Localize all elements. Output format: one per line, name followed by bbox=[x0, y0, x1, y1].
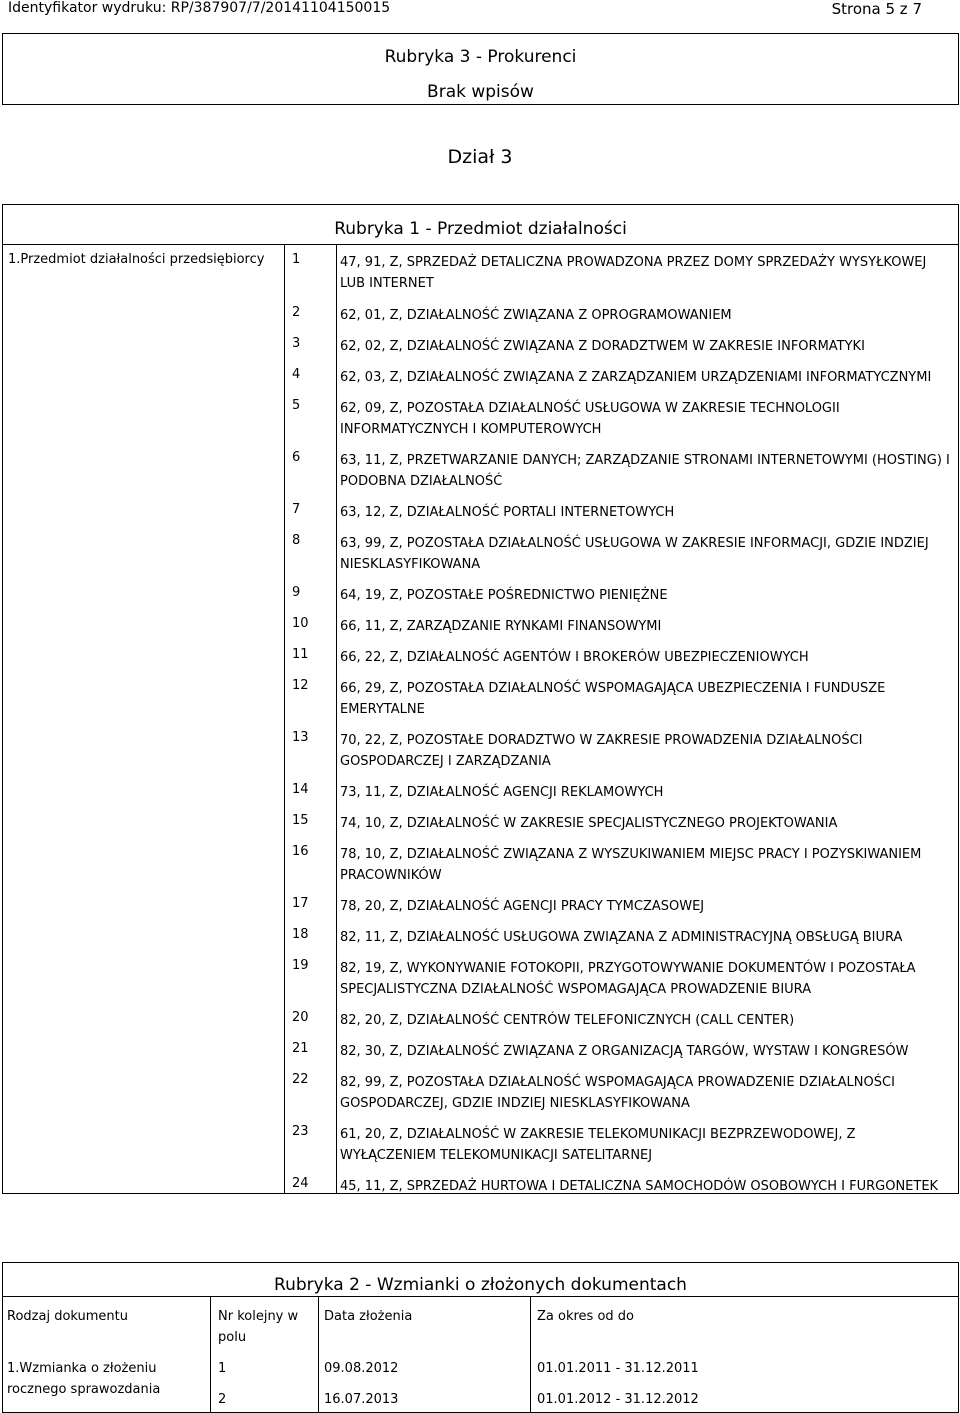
list-item-number: 9 bbox=[292, 585, 301, 600]
list-item-number: 6 bbox=[292, 450, 301, 465]
list-item-number: 13 bbox=[292, 730, 309, 745]
list-item-number: 21 bbox=[292, 1041, 309, 1056]
list-item-text: 66, 22, Z, DZIAŁALNOŚĆ AGENTÓW I BROKERÓW UBEZPIECZENIOWYCH bbox=[340, 650, 809, 665]
list-item-number: 18 bbox=[292, 927, 309, 942]
prokurenci-title: Rubryka 3 - Prokurenci bbox=[384, 47, 577, 67]
list-item-text: 82, 11, Z, DZIAŁALNOŚĆ USŁUGOWA ZWIĄZANA Z ADMINISTRACYJNĄ OBSŁUGĄ BIURA bbox=[340, 930, 903, 945]
wzmianki-row-date: 16.07.2013 bbox=[324, 1392, 399, 1407]
list-item-text: 62, 02, Z, DZIAŁALNOŚĆ ZWIĄZANA Z DORADZTWEM W ZAKRESIE INFORMATYKI bbox=[340, 339, 865, 354]
prokurenci-empty: Brak wpisów bbox=[427, 82, 534, 102]
list-item-text: 82, 20, Z, DZIAŁALNOŚĆ CENTRÓW TELEFONICZNYCH (CALL CENTER) bbox=[340, 1013, 795, 1028]
list-item-text: 47, 91, Z, SPRZEDAŻ DETALICZNA PROWADZONA PRZEZ DOMY SPRZEDAŻY WYSYŁKOWEJ LUB INTERNET bbox=[340, 255, 927, 291]
prokurenci-section bbox=[2, 33, 959, 105]
print-identifier: Identyfikator wydruku: RP/387907/7/20141104150015 bbox=[8, 0, 391, 16]
wzmianki-col-divider-2 bbox=[318, 1296, 319, 1413]
list-item-number: 4 bbox=[292, 367, 301, 382]
przedmiot-col-divider-1 bbox=[284, 244, 285, 1194]
wzmianki-row-date: 09.08.2012 bbox=[324, 1361, 399, 1376]
wzmianki-col-divider-3 bbox=[530, 1296, 531, 1413]
list-item-text: 63, 99, Z, POZOSTAŁA DZIAŁALNOŚĆ USŁUGOWA W ZAKRESIE INFORMACJI, GDZIE INDZIEJ NIESKLASYFIKOWANA bbox=[340, 536, 929, 572]
list-item-text: 78, 20, Z, DZIAŁALNOŚĆ AGENCJI PRACY TYMCZASOWEJ bbox=[340, 899, 705, 914]
list-item-text: 82, 99, Z, POZOSTAŁA DZIAŁALNOŚĆ WSPOMAGAJĄCA PROWADZENIE DZIAŁALNOŚCI GOSPODARCZEJ, GDZIE INDZIEJ NIESKLASYFIKOWANA bbox=[340, 1075, 895, 1111]
list-item-text: 61, 20, Z, DZIAŁALNOŚĆ W ZAKRESIE TELEKOMUNIKACJI BEZPRZEWODOWEJ, Z WYŁĄCZENIEM TELEKOMUNIKACJI SATELITARNEJ bbox=[340, 1127, 856, 1163]
wzmianki-doc-type: 1.Wzmianka o złożeniu rocznego sprawozdania bbox=[7, 1361, 161, 1397]
wzmianki-title: Rubryka 2 - Wzmianki o złożonych dokumentach bbox=[274, 1275, 687, 1295]
list-item-text: 63, 12, Z, DZIAŁALNOŚĆ PORTALI INTERNETOWYCH bbox=[340, 505, 675, 520]
list-item-number: 22 bbox=[292, 1072, 309, 1087]
list-item-number: 2 bbox=[292, 305, 301, 320]
list-item-text: 78, 10, Z, DZIAŁALNOŚĆ ZWIĄZANA Z WYSZUKIWANIEM MIEJSC PRACY I POZYSKIWANIEM PRACOWNIKÓW bbox=[340, 847, 922, 883]
list-item-text: 66, 11, Z, ZARZĄDZANIE RYNKAMI FINANSOWYMI bbox=[340, 619, 662, 634]
wzmianki-col-header: Nr kolejny w polu bbox=[218, 1309, 299, 1345]
wzmianki-divider bbox=[2, 1296, 959, 1297]
list-item-text: 73, 11, Z, DZIAŁALNOŚĆ AGENCJI REKLAMOWYCH bbox=[340, 785, 664, 800]
list-item-number: 3 bbox=[292, 336, 301, 351]
list-item-number: 11 bbox=[292, 647, 309, 662]
list-item-number: 5 bbox=[292, 398, 301, 413]
list-item-text: 82, 30, Z, DZIAŁALNOŚĆ ZWIĄZANA Z ORGANIZACJĄ TARGÓW, WYSTAW I KONGRESÓW bbox=[340, 1044, 909, 1059]
list-item-text: 70, 22, Z, POZOSTAŁE DORADZTWO W ZAKRESIE PROWADZENIA DZIAŁALNOŚCI GOSPODARCZEJ I ZARZĄDZANIA bbox=[340, 733, 863, 769]
page-number: Strona 5 z 7 bbox=[831, 0, 922, 18]
list-item-number: 20 bbox=[292, 1010, 309, 1025]
list-item-text: 66, 29, Z, POZOSTAŁA DZIAŁALNOŚĆ WSPOMAGAJĄCA UBEZPIECZENIA I FUNDUSZE EMERYTALNE bbox=[340, 681, 886, 717]
list-item-text: 63, 11, Z, PRZETWARZANIE DANYCH; ZARZĄDZANIE STRONAMI INTERNETOWYMI (HOSTING) I PODOBNA DZIAŁALNOŚĆ bbox=[340, 453, 950, 489]
przedmiot-label: 1.Przedmiot działalności przedsiębiorcy bbox=[8, 252, 265, 267]
list-item-number: 1 bbox=[292, 252, 301, 267]
wzmianki-row-period: 01.01.2011 - 31.12.2011 bbox=[537, 1361, 699, 1376]
przedmiot-title: Rubryka 1 - Przedmiot działalności bbox=[334, 219, 627, 239]
list-item-text: 74, 10, Z, DZIAŁALNOŚĆ W ZAKRESIE SPECJALISTYCZNEGO PROJEKTOWANIA bbox=[340, 816, 838, 831]
list-item-number: 19 bbox=[292, 958, 309, 973]
list-item-text: 64, 19, Z, POZOSTAŁE POŚREDNICTWO PIENIĘŻNE bbox=[340, 588, 668, 603]
list-item-text: 62, 03, Z, DZIAŁALNOŚĆ ZWIĄZANA Z ZARZĄDZANIEM URZĄDZENIAMI INFORMATYCZNYMI bbox=[340, 370, 932, 385]
wzmianki-row-no: 1 bbox=[218, 1361, 227, 1376]
list-item-number: 8 bbox=[292, 533, 301, 548]
list-item-number: 16 bbox=[292, 844, 309, 859]
wzmianki-col-header: Za okres od do bbox=[537, 1309, 634, 1324]
list-item-number: 23 bbox=[292, 1124, 309, 1139]
wzmianki-col-divider-1 bbox=[210, 1296, 211, 1413]
list-item-number: 17 bbox=[292, 896, 309, 911]
list-item-number: 7 bbox=[292, 502, 301, 517]
list-item-number: 12 bbox=[292, 678, 309, 693]
wzmianki-row-period: 01.01.2012 - 31.12.2012 bbox=[537, 1392, 699, 1407]
list-item-number: 10 bbox=[292, 616, 309, 631]
list-item-number: 24 bbox=[292, 1176, 309, 1191]
list-item-text: 62, 01, Z, DZIAŁALNOŚĆ ZWIĄZANA Z OPROGRAMOWANIEM bbox=[340, 308, 732, 323]
list-item-text: 45, 11, Z, SPRZEDAŻ HURTOWA I DETALICZNA SAMOCHODÓW OSOBOWYCH I FURGONETEK bbox=[340, 1179, 939, 1194]
section-heading-dzial: Dział 3 bbox=[447, 146, 513, 168]
wzmianki-row-no: 2 bbox=[218, 1392, 227, 1407]
list-item-number: 14 bbox=[292, 782, 309, 797]
wzmianki-col-header: Rodzaj dokumentu bbox=[7, 1309, 128, 1324]
przedmiot-divider bbox=[2, 244, 959, 245]
list-item-text: 82, 19, Z, WYKONYWANIE FOTOKOPII, PRZYGOTOWYWANIE DOKUMENTÓW I POZOSTAŁA SPECJALISTYCZNA DZIAŁALNOŚĆ WSPOMAGAJĄCA PROWADZENIE BIURA bbox=[340, 961, 916, 997]
list-item-text: 62, 09, Z, POZOSTAŁA DZIAŁALNOŚĆ USŁUGOWA W ZAKRESIE TECHNOLOGII INFORMATYCZNYCH I KOMPUTEROWYCH bbox=[340, 401, 840, 437]
list-item-number: 15 bbox=[292, 813, 309, 828]
wzmianki-col-header: Data złożenia bbox=[324, 1309, 413, 1324]
przedmiot-col-divider-2 bbox=[336, 244, 337, 1194]
